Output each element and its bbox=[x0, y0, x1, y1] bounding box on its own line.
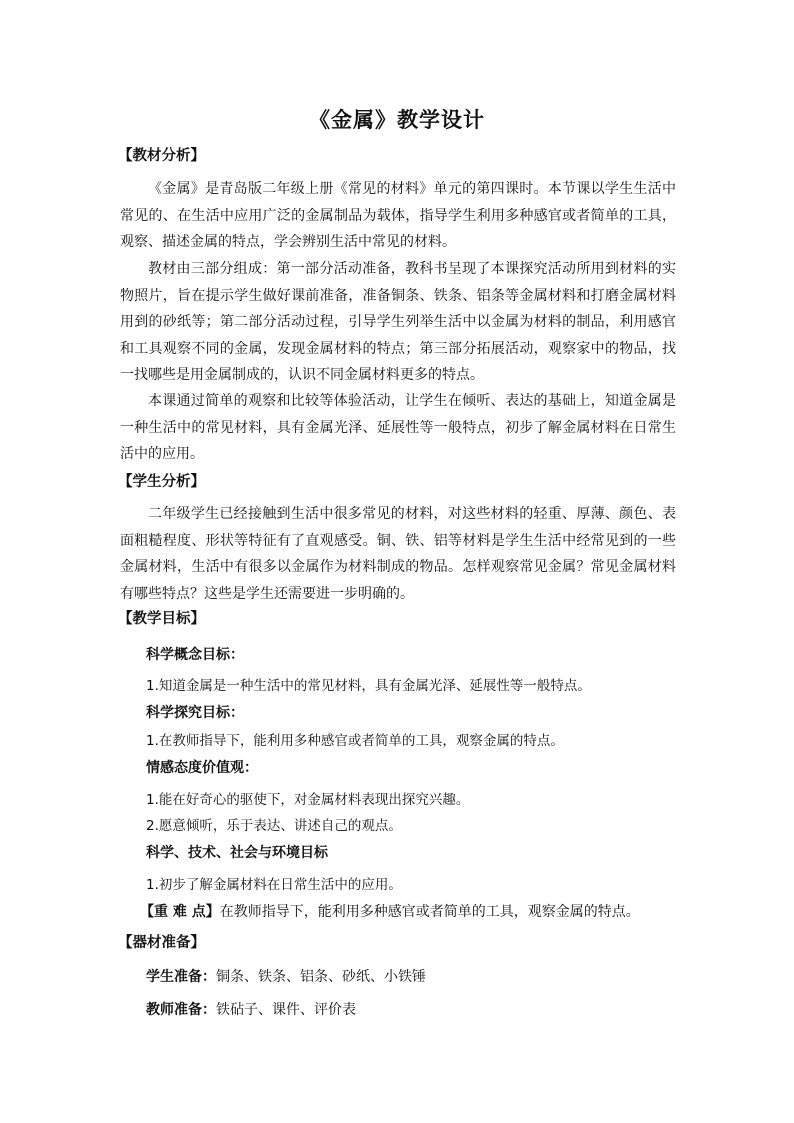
section-heading-textbook-analysis: 【教材分析】 bbox=[118, 148, 205, 164]
goal-stse-1: 1.初步了解金属材料在日常生活中的应用。 bbox=[146, 877, 402, 893]
teacher-preparation-label: 教师准备： bbox=[146, 1002, 216, 1018]
subheading-stse-goals: 科学、技术、社会与环境目标 bbox=[146, 845, 328, 861]
goal-attitude-2: 2.愿意倾听，乐于表达、讲述自己的观点。 bbox=[146, 818, 402, 834]
section-heading-student-analysis: 【学生分析】 bbox=[118, 474, 205, 490]
goal-concept-1: 1.知道金属是一种生活中的常见材料，具有金属光泽、延展性等一般特点。 bbox=[146, 678, 591, 694]
subheading-inquiry-goals: 科学探究目标： bbox=[146, 705, 244, 721]
section-heading-equipment: 【器材准备】 bbox=[118, 935, 205, 951]
paragraph-students-1: 二年级学生已经接触到生活中很多常见的材料，对这些材料的轻重、厚薄、颜色、表面粗糙程度、形状等特征有了直观感受。铜、铁、铝等材料是学生生活中经常见到的一些金属材料，生活中有很多以金属作为材料制成的物品。怎样观察常见金属？常见金属材料有哪些特点？这些是学生还需要进一步明确的。 bbox=[120, 506, 676, 602]
teacher-preparation bbox=[146, 1000, 356, 1020]
student-preparation bbox=[146, 967, 426, 987]
paragraph-textbook-2: 教材由三部分组成：第一部分活动准备，教科书呈现了本课探究活动所用到材料的实物照片，旨在提示学生做好课前准备，准备铜条、铁条、铝条等金属材料和打磨金属材料用到的砂纸等；第二部分活动过程，引导学生列举生活中以金属为材料的制品，利用感官和工具观察不同的金属，发现金属材料的特点；第三部分拓展活动，观察家中的物品，找一找哪些是用金属制成的，认识不同金属材料更多的特点。 bbox=[120, 261, 676, 383]
teacher-preparation-text: 铁砧子、课件、评价表 bbox=[216, 1002, 356, 1018]
key-difficult-points bbox=[140, 902, 640, 922]
subheading-concept-goals: 科学概念目标： bbox=[146, 647, 244, 663]
goal-attitude-1: 1.能在好奇心的驱使下，对金属材料表现出探究兴趣。 bbox=[146, 792, 470, 808]
section-heading-teaching-goals: 【教学目标】 bbox=[118, 611, 205, 627]
paragraph-textbook-1: 《金属》是青岛版二年级上册《常见的材料》单元的第四课时。本节课以学生生活中常见的、在生活中应用广泛的金属制品为载体，指导学生利用多种感官或者简单的工具，观察、描述金属的特点，学会辨别生活中常见的材料。 bbox=[120, 181, 676, 250]
document-title: 《金属》教学设计 bbox=[309, 107, 485, 132]
key-difficult-text: 在教师指导下，能利用多种感官或者简单的工具，观察金属的特点。 bbox=[219, 904, 640, 920]
paragraph-textbook-3: 本课通过简单的观察和比较等体验活动，让学生在倾听、表达的基础上，知道金属是一种生活中的常见材料，具有金属光泽、延展性等一般特点，初步了解金属材料在日常生活中的应用。 bbox=[120, 393, 676, 462]
subheading-attitude-goals: 情感态度价值观： bbox=[146, 760, 258, 776]
student-preparation-text: 铜条、铁条、铝条、砂纸、小铁锤 bbox=[216, 969, 426, 985]
goal-inquiry-1: 1.在教师指导下，能利用多种感官或者简单的工具，观察金属的特点。 bbox=[146, 733, 564, 749]
key-difficult-label: 【重 难 点】 bbox=[140, 904, 220, 920]
student-preparation-label: 学生准备： bbox=[146, 969, 216, 985]
